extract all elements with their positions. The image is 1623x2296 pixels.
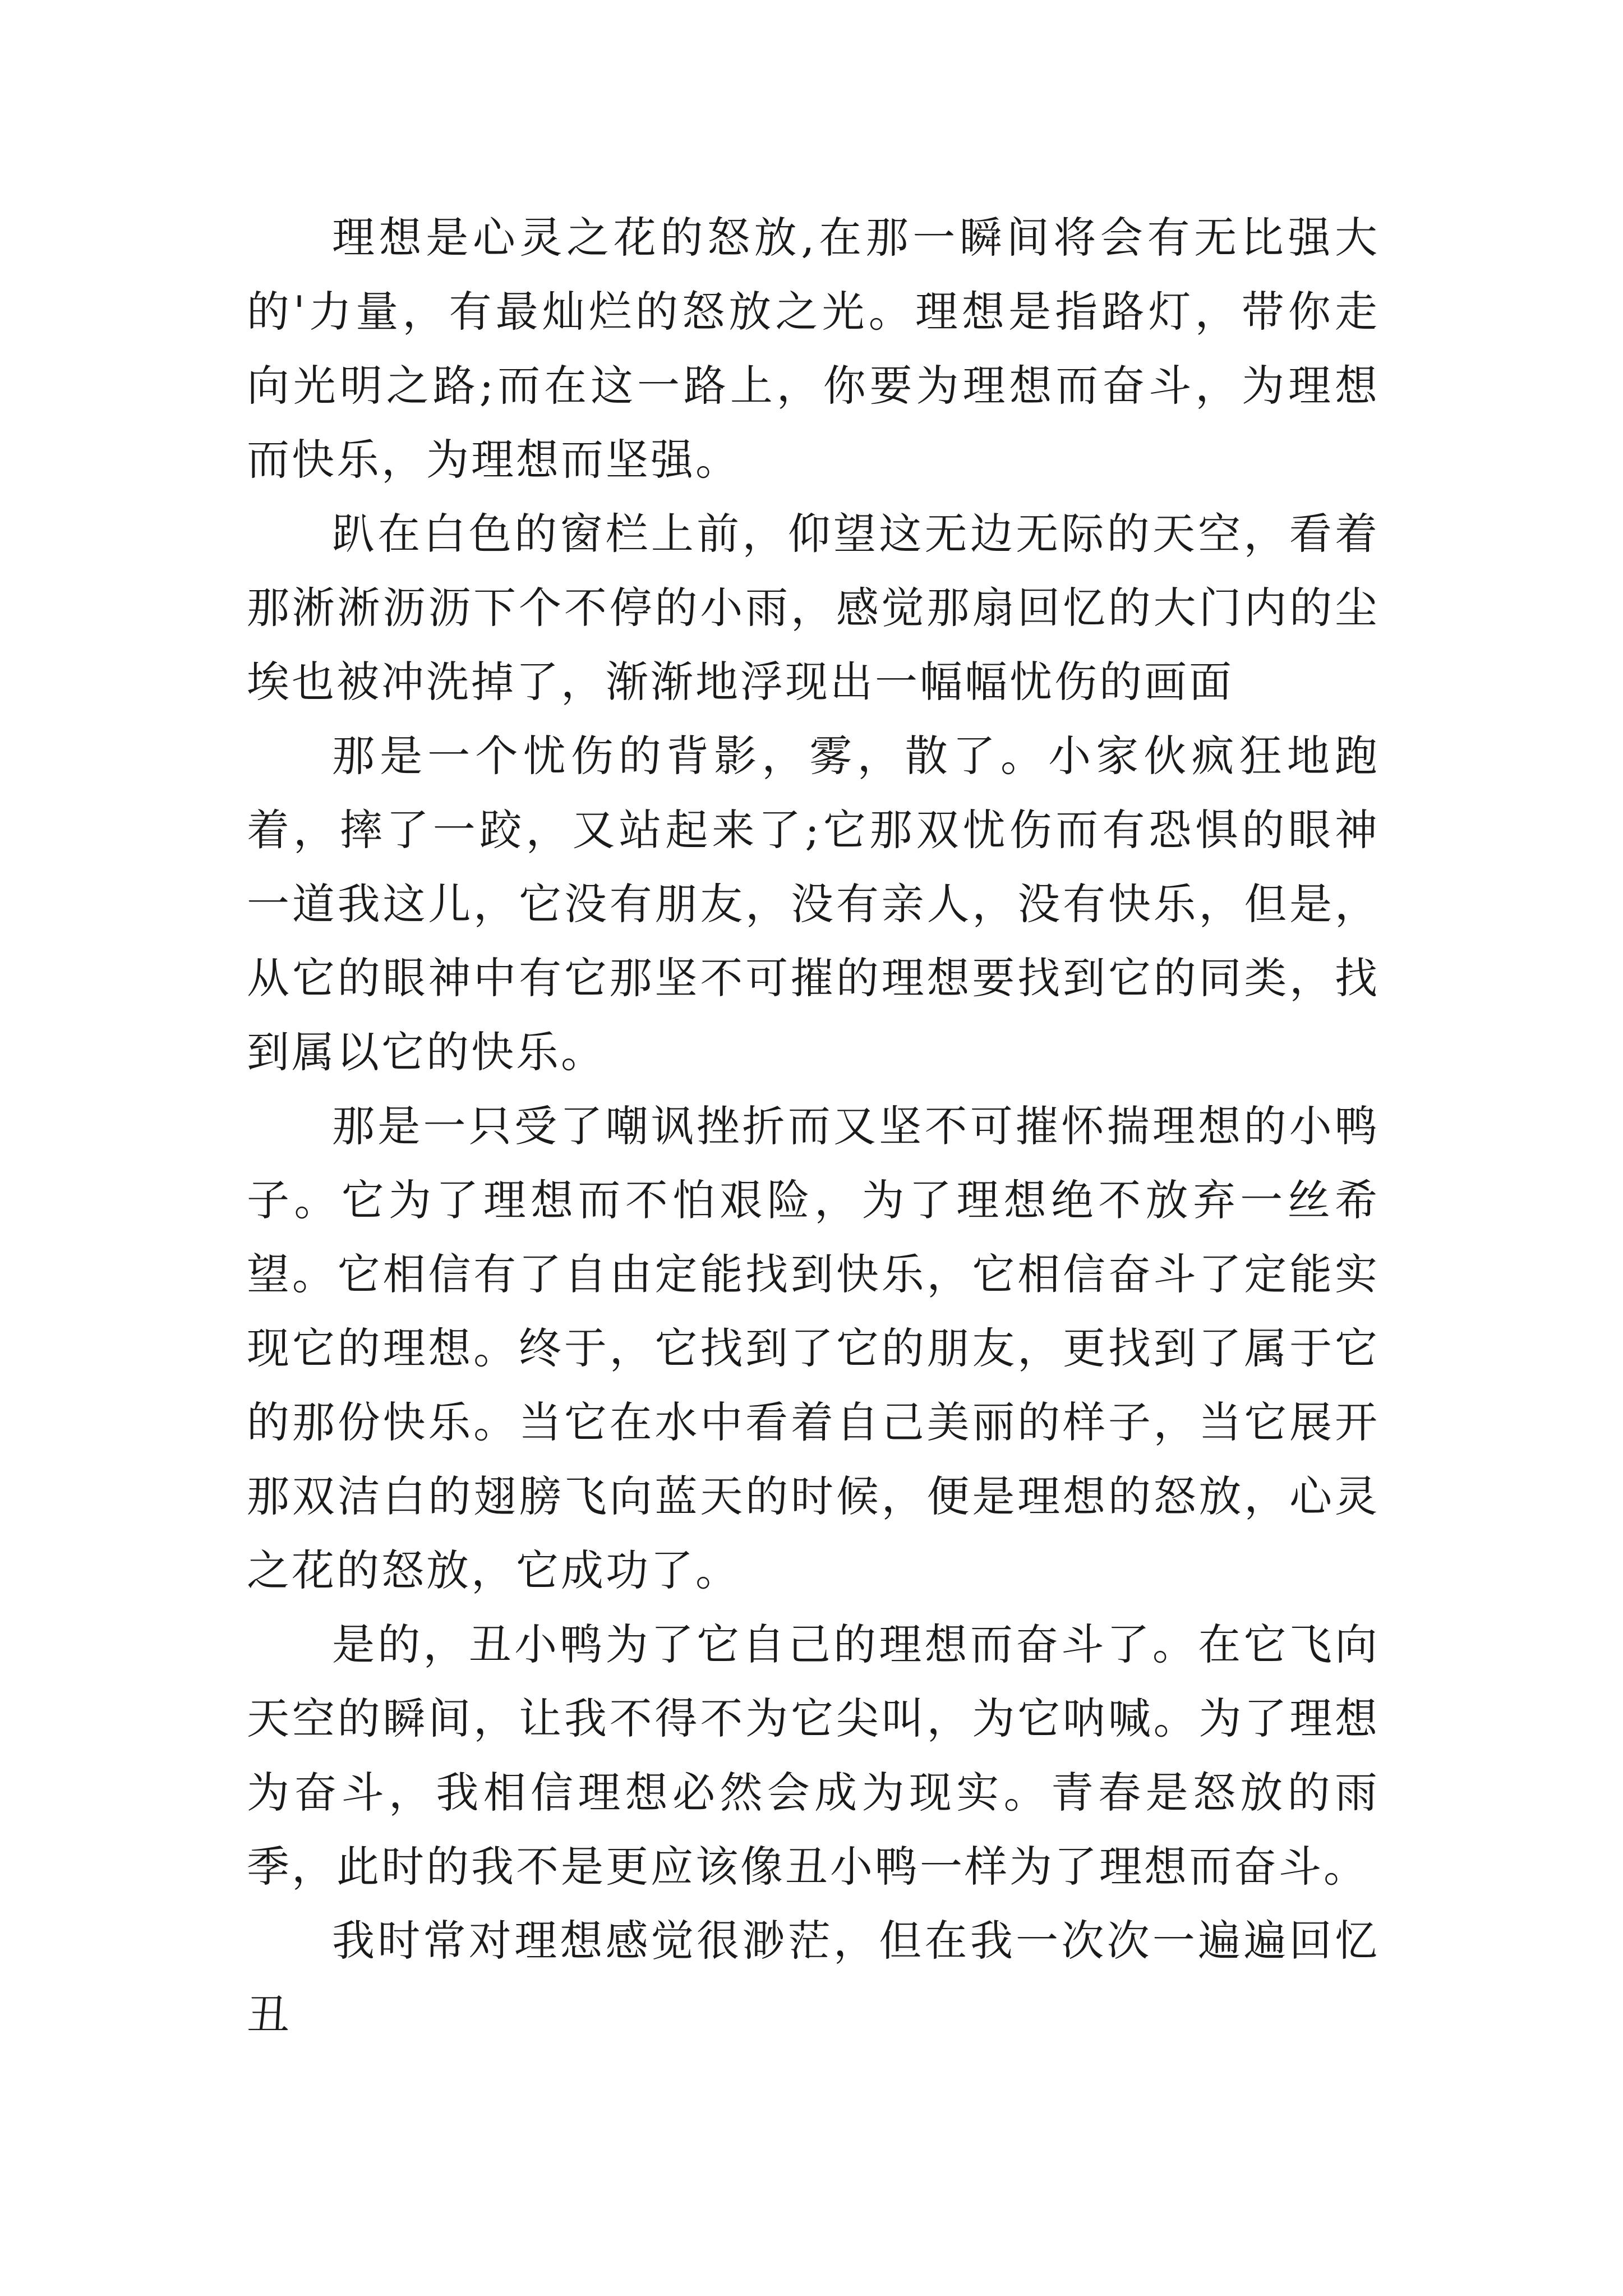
paragraph-1: 理想是心灵之花的怒放,在那一瞬间将会有无比强大的'力量，有最灿烂的怒放之光。理想是指路灯，带你走向光明之路;而在这一路上，你要为理想而奋斗，为理想而快乐，为理想而坚强。 (247, 213, 1380, 485)
essay-body (247, 201, 1380, 2052)
paragraph-2: 趴在白色的窗栏上前，仰望这无边无际的天空，看着那淅淅沥沥下个不停的小雨，感觉那扇回忆的大门内的尘埃也被冲洗掉了，渐渐地浮现出一幅幅忧伤的画面 (247, 509, 1380, 707)
paragraph-3: 那是一个忧伤的背影，雾，散了。小家伙疯狂地跑着，摔了一跤，又站起来了;它那双忧伤而有恐惧的眼神一道我这儿，它没有朋友，没有亲人，没有快乐，但是，从它的眼神中有它那坚不可摧的理想要找到它的同类，找到属以它的快乐。 (247, 731, 1380, 1077)
paragraph-4: 那是一只受了嘲讽挫折而又坚不可摧怀揣理想的小鸭子。它为了理想而不怕艰险，为了理想绝不放弃一丝希望。它相信有了自由定能找到快乐，它相信奋斗了定能实现它的理想。终于，它找到了它的朋友，更找到了属于它的那份快乐。当它在水中看着自己美丽的样子，当它展开那双洁白的翅膀飞向蓝天的时候，便是理想的怒放，心灵之花的怒放，它成功了。 (247, 1101, 1380, 1595)
paragraph-6: 我时常对理想感觉很渺茫，但在我一次次一遍遍回忆丑 (247, 1916, 1380, 2040)
paragraph-5: 是的，丑小鸭为了它自己的理想而奋斗了。在它飞向天空的瞬间，让我不得不为它尖叫，为它呐喊。为了理想为奋斗，我相信理想必然会成为现实。青春是怒放的雨季，此时的我不是更应该像丑小鸭一样为了理想而奋斗。 (247, 1619, 1380, 1892)
